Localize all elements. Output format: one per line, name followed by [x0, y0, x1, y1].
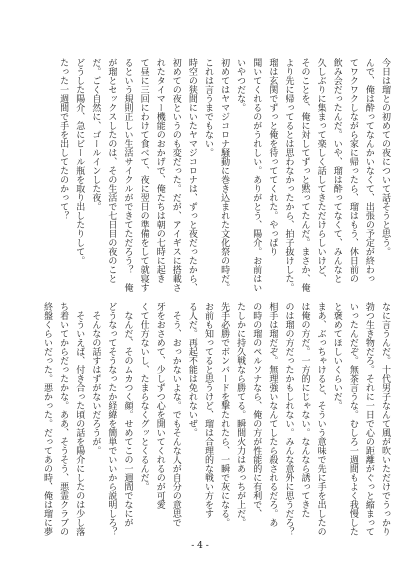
- text-line: そう、おっかないよな。でもそんな人が自分の意思で: [170, 302, 181, 527]
- text-line: 勃つ生き物だろ。それに一日で心の距離がぐっと縮まって: [363, 302, 374, 536]
- text-line: ち着いてからだったかな。ああ、そうそう、悪霊クラブの: [58, 302, 69, 536]
- text-line: が瑠とセックスしたのは、その生活で七日目の夜のこと: [106, 58, 117, 283]
- text-line: て昼に三回にわけて食べて、夜に翌日の準備をして就寝す: [138, 58, 149, 292]
- text-line: るという規則正しい生活サイクルができてただろう？ 俺: [122, 58, 133, 292]
- text-line: どうなってそうなったか経緯を簡単でいいから説明しろ？: [106, 302, 117, 536]
- text-line: 相手は瑠だぞ。無理強いなんてしたら殺されるだろ。あ: [267, 302, 278, 527]
- page-number: - 4 -: [191, 541, 209, 551]
- text-line: と褒めてほしいくらいだ。: [331, 302, 342, 410]
- text-line: そのことを、俺に対してずっと黙ってたんだ。まさか、俺: [299, 58, 310, 292]
- text-line: 牙をおさめて、少しずつ心を開いてくれるのが可愛: [154, 302, 165, 509]
- text-line: くて仕方ないし、たまらなくグッとくるんだ。: [138, 302, 149, 491]
- text-line: る人だ。再起不能は免れないぜ。: [186, 302, 197, 437]
- text-line: なに言うんだ。十代男子なんて風が吹いただけでうっかり: [380, 302, 390, 536]
- text-line: たった一週間で手を出してたのかって？: [58, 58, 69, 220]
- text-line: より先に帰ってるとは思わなかったから、拍子抜けした。: [283, 58, 294, 292]
- text-line: んで、俺は酔ってなんかいなくて、出張の予定が終わっ: [363, 58, 374, 283]
- text-line: 聞いてくれるのがうれしい。ありがとう、陽介。お前はい: [251, 58, 262, 292]
- text-line: のは瑠の方だったかもしれない。みんな意外に思うだろ？: [283, 302, 294, 536]
- text-line: だ。ごく自然に、ゴールインした夜。: [90, 58, 101, 211]
- text-line: たしかに持久戦なら勝てる。瞬間火力はあっちが上だ。: [235, 302, 246, 527]
- text-line: は俺の方だ。一方的にじゃない。なんなら誘ってきた: [299, 302, 310, 518]
- text-line: 瑠は玄関でずっと俺を待っててくれた。やっぱり: [267, 58, 278, 256]
- text-line: の時の瑠のペルソナなら、俺の方が性能的に有利で、: [251, 302, 262, 518]
- text-line: 初めての夜というのも変だった。だが、アイギスに搭載さ: [170, 58, 181, 292]
- text-line: 久しぶりに集まって楽しく話してきただけらしいけど、: [315, 58, 326, 283]
- text-line: これは言うまでもない。: [202, 58, 213, 157]
- text-line: まあ、ぶっちゃけると、そういう意味で先に手を出したの: [315, 302, 326, 536]
- text-line: いやつだな。: [235, 58, 246, 112]
- text-line: 終盤くらいだった。悪かった。だってあの時、俺は瑠に夢: [42, 302, 53, 536]
- upper-text-tier: [55, 58, 393, 296]
- text-line: いったんだぞ。無茶言うな。むしろ一週間もよく我慢した: [347, 302, 358, 536]
- text-line: てワクワクしながら家に帰ったら、瑠はもう、休日前の: [347, 58, 358, 283]
- text-line: お前も知ってると思うけど、瑠は合理的な戦い方をす: [202, 302, 213, 518]
- text-line: そんなの話すはずがないだろうが。: [90, 302, 101, 455]
- text-line: 飲み会だったんだ。いや、瑠は酔ってなくて、みんなと: [331, 58, 342, 283]
- text-line: どうした陽介、急にビール瓶を取り出したりして。: [74, 58, 85, 265]
- text-line: れたタイマー機能のおかげで、俺たちは朝の七時に起き: [154, 58, 165, 283]
- text-line: なんだ、そのムカつく顔。せめてこの一週間でなにが: [122, 302, 133, 527]
- text-line: 先手必勝でボンバードを撃たれたら、一瞬で灰になる。: [219, 302, 230, 527]
- text-line: 時空の狭間にいたヤマジコロナは、ずっと夜だったから、: [186, 58, 197, 292]
- text-line: 今日は瑠との初めての夜について話そうと思う。: [380, 58, 390, 256]
- lower-text-tier: [39, 302, 393, 540]
- text-line: そういえば、付き合った頃の話を陽介にしたのは少し落: [74, 302, 85, 536]
- text-line: 初めてはヤマジコロナ騒動に巻き込まれた文化祭の時だ。: [219, 58, 230, 292]
